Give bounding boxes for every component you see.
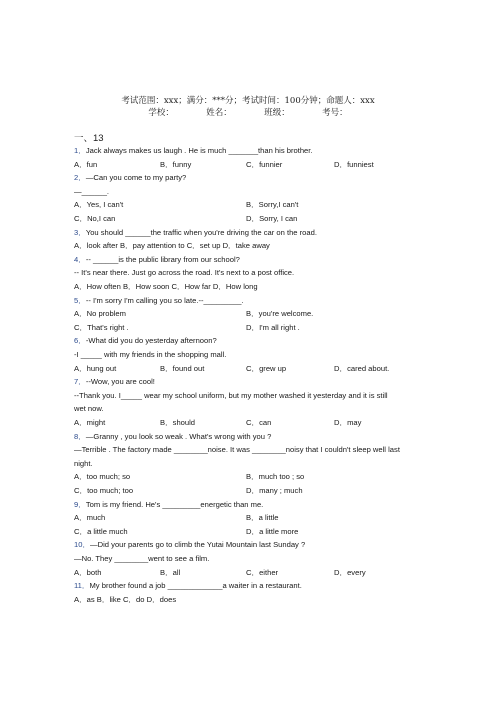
answer-option: D．many ; much — [246, 486, 303, 495]
answer-options: A．look after B．pay attention to C．set up D．take away — [74, 241, 270, 251]
answer-option: A．too much; so — [74, 472, 131, 482]
question-stem: -- ______is the public library from our school? — [85, 254, 240, 264]
answer-option: A．fun — [74, 159, 98, 169]
answer-option: A．might — [74, 418, 106, 427]
question-stem: Jack always makes us laugh . He is much _______than his brother. — [85, 146, 313, 155]
answer-option: D．may — [334, 418, 362, 427]
question-10 — [74, 540, 305, 550]
answer-option: D．cared about. — [334, 363, 390, 373]
question-8 — [74, 432, 271, 442]
question-6 — [74, 336, 217, 346]
question-stem: --Wow, you are cool! — [85, 377, 155, 387]
question-text-line: —No. They ________went to see a film. — [74, 554, 210, 563]
answer-option: C．That's right . — [74, 322, 129, 332]
answer-option: D．funniest — [334, 159, 374, 169]
answer-option: C．either — [246, 567, 279, 577]
question-number: 5． — [74, 295, 86, 305]
answer-option: C．grew up — [246, 363, 287, 373]
exam-info-line: 考试范围：xxx；满分：***分；考试时间：100分钟；命题人：xxx — [121, 96, 375, 106]
answer-option: A．much — [74, 513, 106, 523]
question-text-line: --Thank you. I_____ wear my school uniform, but my mother washed it yesterday and it is still — [74, 390, 388, 400]
question-4 — [74, 255, 240, 265]
answer-options: A．How often B．How soon C．How far D．How long — [74, 282, 258, 291]
question-2 — [74, 173, 186, 183]
question-stem: Tom is my friend. He's _________energetic than me. — [85, 499, 264, 509]
answer-option: C．No,I can — [74, 214, 116, 223]
question-number: 11． — [74, 581, 90, 591]
answer-option: C．funnier — [246, 159, 283, 169]
question-3 — [74, 228, 317, 238]
answer-option: C．a little much — [74, 526, 128, 536]
answer-option: A．No problem — [74, 309, 126, 319]
answer-option: C．too much; too — [74, 486, 134, 495]
question-stem: —Can you come to my party? — [85, 173, 187, 183]
answer-option: B．Sorry,I can't — [246, 200, 299, 210]
question-text-line: —Terrible . The factory made ________noise. It was ________noisy that I couldn't sleep well last — [74, 445, 400, 455]
answer-option: A．Yes, I can't — [74, 200, 124, 210]
question-9 — [74, 500, 263, 510]
question-1 — [74, 146, 313, 156]
question-number: 3． — [74, 227, 86, 237]
answer-option: B．found out — [160, 363, 205, 373]
answer-options: A．as B．like C．do D．does — [74, 594, 177, 604]
question-text-line: -I _____ with my friends in the shopping mall. — [74, 350, 227, 359]
question-number: 1． — [74, 146, 86, 155]
answer-option: B．you're welcome. — [246, 309, 314, 319]
question-stem: —Did your parents go to climb the Yutai Mountain last Sunday ? — [90, 540, 306, 550]
question-stem: You should ______the traffic when you're driving the car on the road. — [85, 227, 317, 237]
question-5 — [74, 296, 244, 306]
question-number: 9． — [74, 499, 86, 509]
answer-option: A．both — [74, 567, 102, 577]
question-text-line: night. — [74, 458, 93, 468]
question-number: 8． — [74, 431, 86, 441]
answer-option: D．Sorry, I can — [246, 214, 298, 223]
answer-option: B．funny — [160, 159, 192, 169]
question-stem: —Granny , you look so weak . What's wrong with you ? — [85, 431, 272, 441]
answer-option: D．every — [334, 567, 366, 577]
question-text-line: -- It's near there. Just go across the road. It's next to a post office. — [74, 268, 295, 278]
answer-option: D．a little more — [246, 526, 299, 536]
answer-option: B．all — [160, 567, 181, 577]
question-stem: -- I'm sorry I'm calling you so late.--_________. — [85, 295, 244, 305]
question-number: 7． — [74, 377, 86, 387]
answer-option: D．I'm all right . — [246, 322, 300, 332]
question-stem: -What did you do yesterday afternoon? — [85, 336, 217, 346]
answer-option: B．should — [160, 418, 196, 427]
answer-option: A．hung out — [74, 363, 117, 373]
answer-option: B．much too ; so — [246, 472, 305, 482]
question-number: 4． — [74, 254, 86, 264]
section-title: 一、13 — [74, 133, 104, 144]
answer-option: B．a little — [246, 513, 279, 523]
question-number: 10． — [74, 540, 91, 550]
question-7 — [74, 377, 155, 387]
question-number: 6． — [74, 336, 86, 346]
question-text-line: —______. — [74, 186, 110, 196]
answer-option: C．can — [246, 418, 272, 427]
question-text-line: wet now. — [74, 404, 104, 414]
question-11 — [74, 581, 302, 591]
student-info-line: 学校： 姓名： 班级： 考号： — [148, 108, 348, 118]
question-number: 2． — [74, 173, 86, 183]
question-stem: My brother found a job _____________a waiter in a restaurant. — [89, 581, 302, 591]
